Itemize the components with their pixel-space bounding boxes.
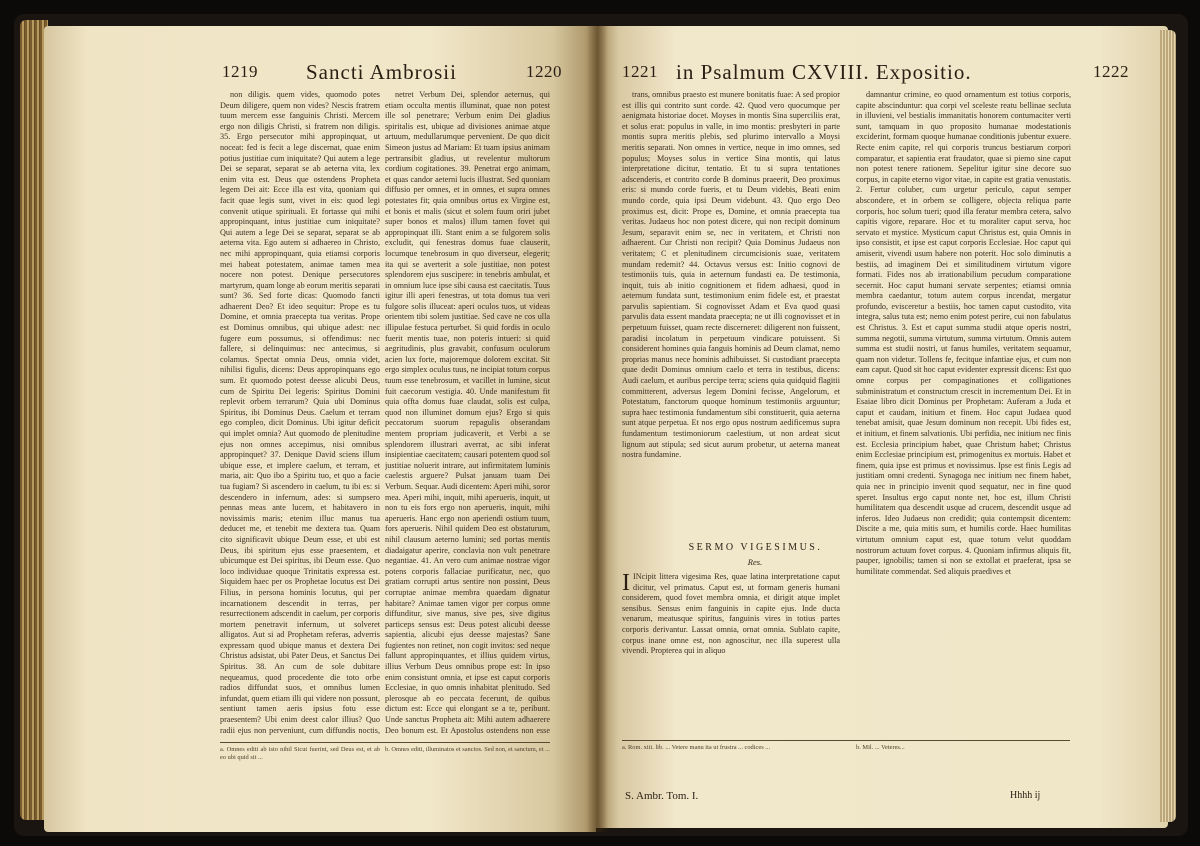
left-page-number-2: 1220 (526, 62, 562, 81)
sermon-heading: SERMO VIGESIMUS. (688, 542, 823, 553)
left-footnote-2: b. Omnes editi, illuminatos et sanctos. Sed non, et sanctum, et ... (385, 746, 550, 753)
left-page-column-1 (220, 90, 380, 735)
right-running-title: in Psalmum CXVIII. Expositio. (676, 60, 972, 84)
left-running-title: Sancti Ambrosii (306, 60, 457, 84)
right-footnote-1: a. Rom. xiii. lib. ... Vetere manu ita ut frustra ... codices ... (622, 744, 771, 751)
right-page-column-1 (622, 90, 840, 538)
left-page-number-1: 1219 (222, 62, 258, 81)
right-page-number-1: 1221 (622, 62, 658, 81)
right-page-number-2: 1222 (1093, 62, 1129, 81)
right-page-column-1b (622, 572, 840, 732)
right-col1b-text: INcipit littera vigesima Res, quae latina interpretatione caput dicitur, vel primatus. Caput est, ut formam generis humani considerem, quod fovet membra omnia, et dirigit atque implet sensibus. Sensus enim fanguinis in capite ejus. Inde ducta venarum, meatusque spiritus, fanguinis vires in totius partes corporis derivantur. Lassat omnia, ornat omnia. Sublato capite, corpus inane omne est, non agnoscitur, nec illa superest ulla vivendi. Propterea qui in aliquo (622, 572, 840, 656)
right-footnote-rule (622, 740, 1070, 741)
right-footnote-2: b. Mil. ... Veteres... (856, 744, 905, 751)
left-footnote-rule (220, 742, 550, 743)
right-col1-text: trans, omnibus praesto est munere bonitatis fuae: A sed propior est illis qui contrito sunt corde. 42. Quod vero quocumque per aenigmata historiae docet. Moyses in montis Sina superciliis erat, et solus erat: populus in valle, in imo montis: presbyteri in parte montis supra meritis plebis, sed plurimo intervallo a Moysi meritis separati. Non omnes in vertice, neque in imo omnes, sed populus; Moyses solus in vertice Sina montis, qui latus interpretatione dicitur, tentatio. Et tu si supra tentationes adscenderis, et contrito corde B dominus praeerit, Deo proximus eris: si mundo corde fueris, et tu Deum videbis, Beati enim mundo corde, quia ipsi Deum videbunt. 43. Quo ergo Deo proximus est, dicit: Prope es, Domine, et omnia praecepta tua veritas. Judaeus hoc non potest dicere, qui non recipit dominum Jesum, separavit enim se, nec in veritatem, et Christi non adhaerent. Cur Christi non recipit? Quia Dominus Judaeus non veritatem; C et plenitudinem circumcisionis suae, veritatem mundam redemit? 44. Octavus versus est: Initio cognovi de testimoniis tuis, quia in aeternum fundasti ea. De testimonia, inquit, tuis ab initio cognitionem et fidem adhaesi, quod in aeternum fundata sunt, testimonium enim fidele est, et praestat parvulis sapientiam. Si cognovisset Adam et Eva quod quasi parvulis data essent mandata praecepta; ne ut illi cognovisset et in perpetuum fuisset, quam recte discerneret: diligerent non fuissent, paradisi incolatum in perpetuum vindicare potuissent. Si considerent homines quia fanguis hominis ad Deum clamat, nemo proprias manus nece hominis adhibuisset. Si custodiant praecepta quae dedit Dominus omnium caelo et terra in testibus, dicens: Audi caelum, et auribus percipe terra; sciens quia quidquid flagitii committerent, adversus legem Domini fecisse, Angelorum, et Potestatum, fanctorum quoque hominum testimoniis arguuntur; supra haec testimonia fundamentum sibi constituerit, quia aeterna sunt atque perpetua. Et nos ergo opus nostrum aedificemus supra fundamentum testimoniorum caelestium, ut non ardeat sicut lignum aut stipula; sed sicut aurum probetur, ut aeterna maneat nostra fundamine. (622, 90, 840, 460)
right-page-edges (1160, 30, 1176, 822)
catchword-signature: Hhhh ij (1010, 790, 1041, 801)
right-col2-text: damnantur crimine, eo quod ornamentum est totius corporis, capite abscinduntur: qua corpi vel sceleste reatu bellinae secluta in illuvieni, vel bestialis immanitatis honorem contumaciter verti sunt, tamquam in quo proposito humanae modestationis exciderint, formam quoque humanae conditionis jubentur exuere. Recte enim capite, rel qui corporis truncus bestiarum corpori comparatur, et sapientia erat fraudator, quae si piemo sine caput non potest tenere rationem. Sepelitur igitur sine decore suo corpus, in capite eterno vigor vitae, in capite est gratia venustatis. 2. Fertur coluber, cum urgetur periculo, caput semper abscondere, et in orbem se colligere, objecta reliqua parte corporis, hoc solum tueri; quod illa feratur membra cetera, salvo capitis vigore, reparare. Hoc et tu moraliter caput serva, hoc servato et mystice. Mysticum caput Christus est, quia Omnis in ipso consistit, et ipse est caput corporis Ecclesiae. Hoc caput qui amiserit, vivendi usum habere non poterit. Hoc solo diminutis a bestiis, ad imaginem Dei et similitudinem virtutum vigore formati. Fides nos ab irrationabilium pecudum comparatione secernit. Hoc caput humani servate serpentes; etiamsi omnia membra caedantur, totum autem corpus incendat, mergatur profundo, evisceretur a bestiis, hoc tamen caput custodito, vita integra, salus tuta est; nemo enim potest perire, cui non fabulatus est Christus. 3. Est et caput summa studii atque operis nostri, summa negotii, summa virtutum, summa virtutum. Omnis autem summa est studii nostri, ut fanus humiles, veritatem sequamur, quam non videtur. Tollens fe, fecitque infantiae ejus, et cum non eam caput. Quod sit hoc caput evidenter expressit dicens: Est quo omne corpus per compaginationes et colligationes subministratum et constructum crescit in incrementum Dei. Et in Esaiae libro dicit Dominus per Prophetam: Auferam a Juda et caput et caudam, initium et finem. Hoc caput Judaea quod tenebat amisit, quae Jesum dominum non recepit. Ubi fides est, et initium, et finem salvationis. Ubi perfidia, nec initium nec finis est. Ecclesia principium habet, quae Christum habet; Christus enim Ecclesiae principium est, primogenitus ex mortuis. Habet et finem, quia ipse est primus et novissimus. Ipse est finis Legis ad justitiam omni credenti. Synagoga nec initium nec finem habet, quia nec in principio invenit quod sequatur, nec in fine quod speret. Insultus ergo caput nonte net, hoc est, illum Christi humilitatem qua descendit usque ad crucem, descendit usque ad inferos. Ideo Judaeus non credidit; quia contempsit dicentem: Discite a me, quia mitis sum, et humilis corde. Haec humilitas virtutum omnium caput est, quae totum velut quoddam nostrorum actuum fovet corpus. 4. Quoniam infirmus aliquis fit, pauper, ignobilis; tamen si non se extollat et praeferat, ipsa se humilitate commendat. Sed aliquis praedives et (856, 90, 1071, 576)
right-page-column-2 (856, 90, 1071, 735)
left-col2-text: netret Verbum Dei, splendor aeternus, qui etiam occulta mentis illuminat, quae non potest ille sol penetrare; Verbum enim Dei gladius spiritalis est, ubique ad divisiones animae atque artuum, medullarumque pervenient. De quo dicit Simeon justus ad Mariam: Et tuam ipsius animam pertransibit gladius, ut revelentur multorum cordium cogitationes. 39. Penetrat ergo animam, et quas candor aeterni lucis illustrat. Sed quoniam diffusio per omnes, et in omnes, et supra omnes potestates fit; quia omnibus ortus ex Virgine est, et bonis et malis (sicut et solem fuum oriri jubet super bonos et malos) illum tamen fovet qui appropinquat illi. Stant enim a se fulgorem solis excludit, qui fenestras domus fuae clauserit, locumque tenebrosum in quo diverseur, elegerit; ita qui se averterit a sole justitiae, non potest splendorem ejus suscipere: in tenebris ambulat, et in omnium luce ipse sibi causa est caecitatis. Tuus igitur illi aperi fenestras, ut tota domus tua veri fulgore solis illuceat: aperi oculos tuos, ut videas orientem tibi solem justitiae. Sed cave ne cos ulla illipulae festuca perturbet. Si quid fordis in oculo fuerit mentis tuae, non poteris intueri: si quid aegritudinis, plus gravabit, confusum oculorum acien lux forte, majoremque dolorem excitat. Sit ergo simplex oculus tuus, ne incipiat totum corpus tuum esse tenebrosum, et vacillet in lumine, sicut fuit caecorum vestigia. 40. Unde manifestum fit quia offta domus fuae claudat, solis est culpa, quod non illuminet domum ejus? Ergo si quis peccatorum suorum repagulis obserandam mentem propriam judicaverit, et Verbi a se splendorem illustrari averrat, ac sibi inferat insipientiae caecitatem; causari potentem quod sol justitiae noluerit intrare, aut infirmitatem luminis caelestis arguere? Pulsat januam tuam Dei Verbum. Sequar. Audi dicentem: Aperi mihi, soror mea. Aperi mihi, inquit, mihi aperueris, inquit, ut non tu eis fors ergo non aperueris, inquit, mihi aperueris. Hanc ergo non aperiendi ostium tuum, fors aperueris. Nihil quidem Deo est obstaturum, nihil clausum aeterno lumini; sed portas mentis diadaigatur aperire, conclavia non vult penetrare negantiae. 41. An vero cum animae nostrae vigor potens corporis fallaciae purificatur, nec, quo gratiam corrupti artus sentire non possint, Deus corruptae animae membra quaedam dignatur habitare? Animae tamen vigor per corpus omne diffunditur, sive manus, sive pes, sive digitus particeps sensus est: Deus potest alicubi deesse sapientia, alicubi ejus deesse majestas? Sane fugientes non retinet, non cogit invitos: sed neque fallunt appropinquantes, et illius quidem virtus, illius Verbum Deus omnibus prope est: In ipso enim consistunt omnia, et ipse est caput corporis Ecclesiae, in quo omnis inhabitat plenitudo. Sed plerosque ab eo peccata fecerunt, de quibus dictum est: Ecce qui elongant se a te, peribunt. Unde sanctus Propheta ait: Mihi autem adhaerere Deo bonum est. Et Apostolus ostendens non esse (385, 90, 550, 735)
left-footnote-1: a. Omnes editi ab isto nihil Sicut fuerint, sed Deus est, et ab eo ubi quid sit ... (220, 746, 380, 762)
signature-line: S. Ambr. Tom. I. (625, 790, 699, 802)
left-col1-text: non diligis. quem vides, quomodo potes Deum diligere, quem non vides? Nescis fratrem tuum mercem esse fanguinis Christi. Mercem ergo non diligis Christi, si fratrem non diligis. 35. Ergo persecutor mihi appropinquat, ut noceat: fed is fecit a lege discernat, quae enim potius justitiae cum iniquitate? Qui autem a lege Dei se separat, separat se ab aeterna vita, lex enim vita est. Deus que ostendens Propheta legem Dei ait: Ecce illa est vita, quoniam qui facit quae legis sunt, vivet in eis: quod legi convenit utique spirituali. Et fortasse qui mihi appropinquant, intus justitiae cum iniquitate? Qui autem a lege Dei se separat, separat se ab aeterna vita. Ego autem si adhaereo in Christo, nec mihi appropinquant, quia etiamsi corporis mei habeat potestatem, animae tamen mea nocere non potest. Denique persecutores martyrum, quam longe ab eorum meritis separati sunt? 36. Sed forte dicas: Quomodo fancti adhaerent Deo? Et ideo sequitur: Prope es tu Domine, et omnia praecepta tua veritas. Prope est Dominus omnibus, qui ubique adest: nec fugere eum possumus, si offendimus: nec fallere, si delinquimus: nec antecimus, si colamus. Spectat omnia Deus, omnia videt, nihilisi figulis, dicens: Deus appropinquans ego sum. Et quomodo potest deesse alicubi Deus, cum de Spiritu Dei legeris: Spiritus Domini replevit orbem terrarum? Quia ubi Dominus Spiritus, ibi Dominus Deus. Caelum et terram ego compleo, dicit Dominus. Ubi igitur deficit qui implet omnia? Aut quomodo de plenitudine ejus non omnes accepimus, nisi omnibus appropinquet? 37. Denique David sciens illum ubique esse, et implere caelum, et terram, et maria, ait: Quo ibo a Spiritu tuo, et quo a facie tua fugiam? Si ascendero in caelum, tu ibi es: si descendero in infernum, ades: si sumpsero pennas meas ante lucem, et habitavero in novissimis maris; etenim illuc manus tua deducet me, et tenebit me dextera tua. Quam cito significavit ubique Deum esse, et ubi est Deus, ibi spiritum ejus esse praesentem, et ubicumque est Dei spiritus, ibi Deum esse. Quo loco individuae quoque Trinitatis expressa est. Siquidem haec per os Prophetae locutus est Dei Filius, in persona hominis locutus, qui per incarnationem descendit in terras, per resurrectionem adscendit in caelum, per corporis mortem penetravit infernum, ut solveret alligatos. Aut si ad Prophetam referas, adverris expressam quod ubique manus et dextera Dei Christus adsistat, ubi Pater Deus, et Sanctus Dei Spiritus. 38. An cum de sole dubitare nequeamus, quod procedente die toto orbe radios diffundat suos, et omnibus lumen infundat, quem etiam illi qui videre non possunt, sentiunt tamen aeris ipsius fotu esse praesentem? Ubi enim deest calor illius? Quo radii ejus non perveniunt, cum diffundis noctis, (220, 90, 380, 735)
left-page-column-2 (385, 90, 550, 735)
book-gutter (586, 26, 608, 832)
drop-cap: I (622, 572, 630, 596)
letter-heading: Res. (747, 557, 763, 567)
